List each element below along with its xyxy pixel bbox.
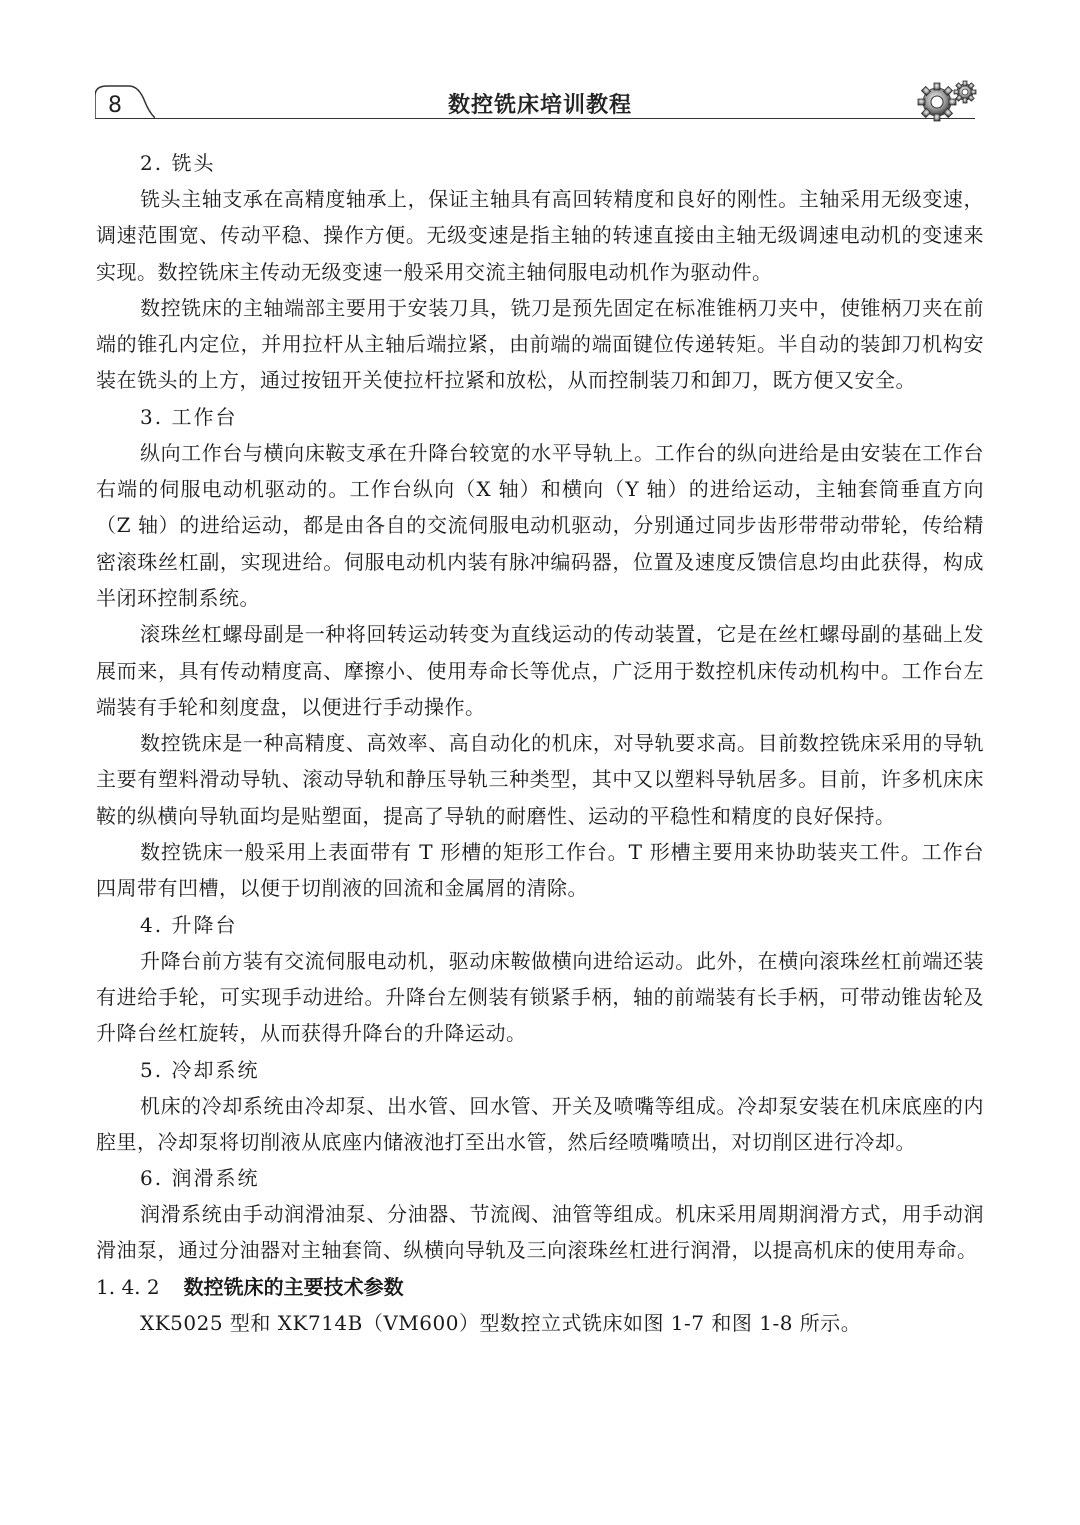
paragraph: 滚珠丝杠螺母副是一种将回转运动转变为直线运动的传动装置，它是在丝杠螺母副的基础上发展而来，具有传动精度高、摩擦小、使用寿命长等优点，广泛用于数控机床传动机构中。工作台左端装有手轮和刻度盘，以便进行手动操作。	[96, 622, 984, 719]
gear-icon	[915, 80, 985, 122]
page-number: 8	[108, 93, 122, 118]
paragraph: 纵向工作台与横向床鞍支承在升降台较宽的水平导轨上。工作台的纵向进给是由安装在工作台右端的伺服电动机驱动的。工作台纵向（X 轴）和横向（Y 轴）的进给运动，主轴套筒垂直方向（Z 轴）的进给运动，都是由各自的交流伺服电动机驱动，分别通过同步齿形带带动带轮，传给精密滚珠丝杠副，实现进给。伺服电动机内装有脉冲编码器，位置及速度反馈信息均由此获得，构成半闭环控制系统。	[96, 440, 984, 610]
paragraph: 升降台前方装有交流伺服电动机，驱动床鞍做横向进给运动。此外，在横向滚珠丝杠前端还装有进给手轮，可实现手动进给。升降台左侧装有锁紧手柄，轴的前端装有长手柄，可带动锥齿轮及升降台丝杠旋转，从而获得升降台的升降运动。	[96, 948, 984, 1046]
header-rule	[95, 118, 975, 119]
section-heading-worktable: 3. 工作台	[140, 404, 238, 429]
paragraph: 润滑系统由手动润滑油泵、分油器、节流阀、油管等组成。机床采用周期润滑方式，用手动润滑油泵，通过分油器对主轴套筒、纵横向导轨及三向滚珠丝杠进行润滑，以提高机床的使用寿命。	[96, 1202, 984, 1263]
section-heading-milling-head: 2. 铣头	[140, 151, 216, 175]
section-heading-cooling-system: 5. 冷却系统	[140, 1057, 260, 1082]
page-header	[0, 0, 1080, 130]
paragraph: 数控铣床是一种高精度、高效率、高自动化的机床，对导轨要求高。目前数控铣床采用的导轨主要有塑料滑动导轨、滚动导轨和静压导轨三种类型，其中又以塑料导轨居多。目前，许多机床床鞍的纵横向导轨面均是贴塑面，提高了导轨的耐磨性、运动的平稳性和精度的良好保持。	[96, 731, 984, 828]
subsection-title: 数控铣床的主要技术参数	[183, 1274, 404, 1299]
paragraph: 数控铣床一般采用上表面带有 T 形槽的矩形工作台。T 形槽主要用来协助装夹工件。工作台四周带有凹槽，以便于切削液的回流和金属屑的清除。	[96, 840, 984, 901]
paragraph: XK5025 型和 XK714B（VM600）型数控立式铣床如图 1-7 和图 1-8 所示。	[140, 1310, 862, 1335]
subsection-heading	[96, 1269, 984, 1305]
section-heading-lubrication-system: 6. 润滑系统	[140, 1166, 260, 1191]
running-title: 数控铣床培训教程	[447, 93, 632, 118]
subsection-number: 1. 4. 2	[96, 1274, 160, 1299]
paragraph: 数控铣床的主轴端部主要用于安装刀具，铣刀是预先固定在标准锥柄刀夹中，使锥柄刀夹在前端的锥孔内定位，并用拉杆从主轴后端拉紧，由前端的端面键位传递转矩。半自动的装卸刀机构安装在铣头的上方，通过按钮开关使拉杆拉紧和放松，从而控制装刀和卸刀，既方便又安全。	[96, 295, 984, 393]
paragraph: 机床的冷却系统由冷却泵、出水管、回水管、开关及喷嘴等组成。冷却泵安装在机床底座的内腔里，冷却泵将切削液从底座内储液池打至出水管，然后经喷嘴喷出，对切削区进行冷却。	[96, 1093, 984, 1154]
page-body	[96, 145, 984, 1341]
paragraph: 铣头主轴支承在高精度轴承上，保证主轴具有高回转精度和良好的刚性。主轴采用无级变速，调速范围宽、传动平稳、操作方便。无级变速是指主轴的转速直接由主轴无级调速电动机的变速来实现。数控铣床主传动无级变速一般采用交流主轴伺服电动机作为驱动件。	[96, 187, 984, 284]
section-heading-lifting-table: 4. 升降台	[140, 912, 238, 937]
